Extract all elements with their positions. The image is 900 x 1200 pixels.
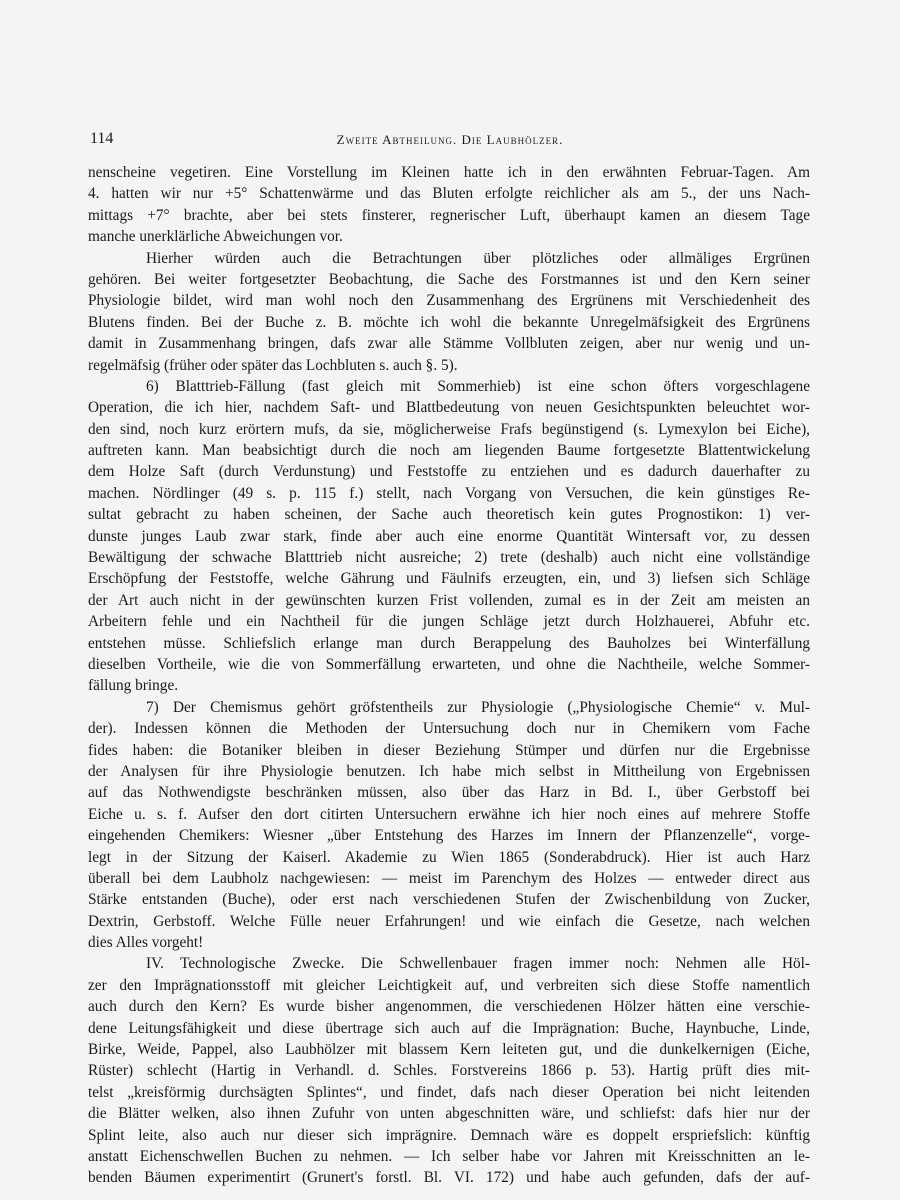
text-line: der Art auch nicht in der gewünschten kurzen Frist vollenden, zumal es in der Zeit am meisten an [88, 591, 810, 609]
text-line: der Analysen für ihre Physiologie benutzen. Ich habe mich selbst in Mittheilung von Ergebnissen [88, 762, 810, 780]
text-line: fällung bringe. [88, 677, 179, 695]
text-line: anstatt Eichenschwellen Buchen zu nehmen. — Ich selber habe vor Jahren mit Kreisschnitten an le- [88, 1147, 810, 1165]
text-line: Stärke entstanden (Buche), oder erst nach verschiedenen Stufen der Zwischenbildung von Zucker, [88, 891, 810, 909]
text-line: dieselben Vortheile, wie die von Sommerfällung erwarteten, und ohne die Nachtheile, welche Sommer- [88, 655, 810, 673]
page-header [90, 130, 810, 152]
text-line: benden Bäumen experimentirt (Grunert's forstl. Bl. VI. 172) und habe auch gefunden, dafs der auf- [88, 1169, 810, 1187]
text-line: dene Leitungsfähigkeit und diese übertrage sich auch auf die Imprägnation: Buche, Haynbuche, Linde, [88, 1019, 810, 1037]
text-line: Arbeitern fehle und ein Nachtheil für die jungen Schläge jetzt durch Holzhauerei, Abfuhr etc. [88, 613, 810, 631]
text-line: Splint leite, also auch nur dieser sich imprägnire. Demnach wäre es doppelt erspriefslich: künftig [88, 1126, 810, 1144]
text-line: regelmäfsig (früher oder später das Lochbluten s. auch §. 5). [88, 356, 458, 374]
text-line: dies Alles vorgeht! [88, 934, 204, 952]
text-line: auftreten kann. Man beabsichtigt durch die noch am liegenden Baume fortgesetzte Blattentwickelung [88, 442, 810, 460]
text-line: telst „kreisförmig durchsägten Splintes“, und findet, dafs nach dieser Operation bei nicht leitenden [88, 1083, 810, 1101]
text-line: dem Holze Saft (durch Verdunstung) und Feststoffe zu entziehen und es dadurch dauerhafter zu [88, 463, 810, 481]
body-text [88, 162, 810, 1189]
text-line: nenscheine vegetiren. Eine Vorstellung im Kleinen hatte ich in den erwähnten Februar-Tagen. Am [88, 164, 810, 181]
text-line: eingehenden Chemikers: Wiesner „über Entstehung des Harzes im Innern der Pflanzenzelle“, vorge- [88, 827, 810, 845]
text-line: entstehen müsse. Schliefslich erlange man durch Berappelung des Bauholzes bei Winterfällung [88, 634, 810, 652]
text-line: dunste junges Laub zwar stark, finde aber auch eine enorme Quantität Wintersaft vor, zu dessen [88, 527, 810, 545]
text-line: Operation, die ich hier, nachdem Saft- und Blattbedeutung von neuen Gesichtspunkten beleuchtet wor- [88, 399, 810, 417]
text-line: auch durch den Kern? Es wurde bisher angenommen, die verschiedenen Hölzer hätten eine verschie- [88, 998, 810, 1016]
text-line: überall bei dem Laubholz nachgewiesen: — meist im Parenchym des Holzes — entweder direct aus [88, 869, 810, 887]
text-line: damit in Zusammenhang bringen, dafs zwar alle Stämme Vollbluten zeigen, aber nur wenig und un- [88, 335, 810, 353]
text-line: den sind, noch kurz erörtern mufs, da sie, möglicherweise Frafs begünstigend (s. Lymexylon bei Eiche), [88, 420, 810, 438]
text-line: manche unerklärliche Abweichungen vor. [88, 228, 343, 246]
text-line: Eiche u. s. f. Aufser den dort citirten Untersuchern erwähne ich hier noch eines auf mehrere Stoffe [88, 805, 810, 823]
text-line: 6) Blatttrieb-Fällung (fast gleich mit Sommerhieb) ist eine schon öfters vorgeschlagene [146, 377, 810, 395]
text-line: Blutens finden. Bei der Buche z. B. möchte ich wohl die bekannte Unregelmäfsigkeit des Ergrünens [88, 313, 810, 331]
text-line: Birke, Weide, Pappel, also Laubhölzer mit blassem Kern leiteten gut, und die dunkelkernigen (Eiche, [88, 1041, 810, 1059]
text-line: gehören. Bei weiter fortgesetzter Beobachtung, die Sache des Forstmannes ist und den Kern seiner [88, 270, 810, 288]
text-line: Hierher würden auch die Betrachtungen über plötzliches oder allmäliges Ergrünen [146, 249, 810, 267]
text-line: der). Indessen können die Methoden der Untersuchung doch nur in Chemikern vom Fache [88, 720, 810, 738]
text-line: Erschöpfung der Feststoffe, welche Gährung und Fäulnifs erzeugten, ein, und 3) liefsen sich Schläge [88, 570, 810, 588]
text-line: IV. Technologische Zwecke. Die Schwellenbauer fragen immer noch: Nehmen alle Höl- [146, 955, 810, 973]
page-number: 114 [90, 130, 114, 147]
text-line: Physiologie bildet, wird man wohl noch den Zusammenhang des Ergrünens mit Verschiedenheit des [88, 292, 810, 310]
text-line: Bewältigung der schwache Blatttrieb nicht ausreiche; 2) trete (deshalb) auch nicht eine vollständige [88, 549, 810, 567]
text-line: legt in der Sitzung der Kaiserl. Akademie zu Wien 1865 (Sonderabdruck). Hier ist auch Harz [88, 848, 810, 866]
running-head: Zweite Abtheilung. Die Laubhölzer. [336, 132, 564, 147]
text-line: machen. Nördlinger (49 s. p. 115 f.) stellt, nach Vorgang von Versuchen, die kein günstiges Re- [88, 484, 810, 502]
text-line: 7) Der Chemismus gehört gröfstentheils zur Physiologie („Physiologische Chemie“ v. Mul- [146, 698, 810, 716]
text-line: 4. hatten wir nur +5° Schattenwärme und das Bluten erfolgte reichlicher als am 5., der uns Nach- [88, 185, 810, 203]
text-line: mittags +7° brachte, aber bei stets finsterer, regnerischer Luft, überhaupt kamen an diesem Tage [88, 206, 810, 224]
text-line: die Blätter welken, also ihnen Zufuhr von unten abgeschnitten wäre, und schliefst: dafs hier nur der [88, 1105, 810, 1123]
text-line: auf das Nothwendigste beschränken müssen, also über das Harz in Bd. I., über Gerbstoff bei [88, 784, 810, 802]
text-line: sultat gebracht zu haben scheinen, der Sache auch theoretisch kein gutes Prognostikon: 1) ver- [88, 506, 810, 524]
text-line: fides haben: die Botaniker bleiben in dieser Beziehung Stümper und dürfen nur die Ergebnisse [88, 741, 810, 759]
text-line: Dextrin, Gerbstoff. Welche Fülle neuer Erfahrungen! und wie einfach die Gesetze, nach welchen [88, 912, 810, 930]
text-line: Rüster) schlecht (Hartig in Verhandl. d. Schles. Forstvereins 1866 p. 53). Hartig prüft dies mit- [88, 1062, 810, 1080]
text-line: zer den Imprägnationsstoff mit gleicher Leichtigkeit auf, und verbreiten sich diese Stoffe namentlich [88, 976, 810, 994]
